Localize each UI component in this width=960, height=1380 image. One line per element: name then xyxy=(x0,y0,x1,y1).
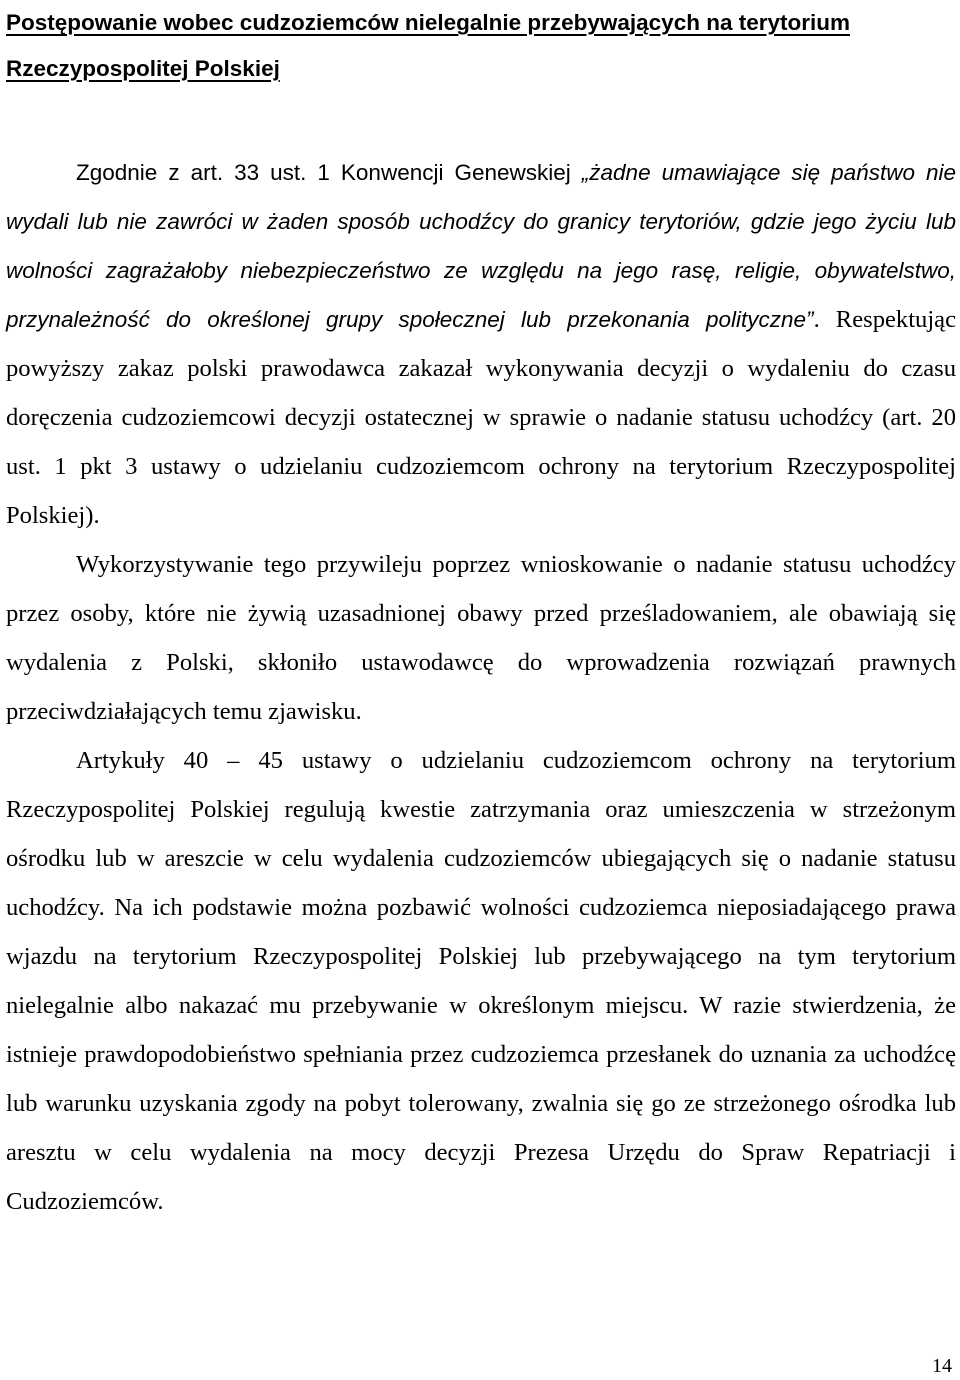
paragraph-continuation: . Respektując powyższy zakaz polski prawodawca zakazał wykonywania decyzji o wydaleniu do czasu doręczenia cudzoziemcowi decyzji ostatecznej w sprawie o nadanie statusu uchodźcy (art. 20 ust. 1 pkt 3 ustawy o udzielaniu cudzoziemcom ochrony na terytorium Rzeczypospolitej Polskiej). xyxy=(6,306,957,529)
paragraph-privilege-abuse: Wykorzystywanie tego przywileju poprzez wnioskowanie o nadanie statusu uchodźcy przez osoby, które nie żywią uzasadnionej obawy przed prześladowaniem, ale obawiają się wydalenia z Polski, skłoniło ustawodawcę do wprowadzenia rozwiązań prawnych przeciwdziałających temu zjawisku. xyxy=(6,551,956,725)
convention-quote: „żadne umawiające się państwo nie wydali lub nie zawróci w żaden sposób uchodźcy do granicy terytoriów, gdzie jego życiu lub wolności zagrażałoby niebezpieczeństwo ze względu na jego rasę, religie, obywatelstwo, przynależność do określonej grupy społecznej lub przekonania polityczne” xyxy=(6,160,956,332)
page-number: 14 xyxy=(932,1355,952,1377)
paragraph-intro: Zgodnie z art. 33 ust. 1 Konwencji Genewskiej xyxy=(76,160,582,185)
paragraph-detention-articles: Artykuły 40 – 45 ustawy o udzielaniu cudzoziemcom ochrony na terytorium Rzeczypospolitej Polskiej regulują kwestie zatrzymania oraz umieszczenia w strzeżonym ośrodku lub w areszcie w celu wydalenia cudzoziemców ubiegających się o nadanie statusu uchodźcy. Na ich podstawie można pozbawić wolności cudzoziemca nieposiadającego prawa wjazdu na terytorium Rzeczypospolitej Polskiej lub przebywającego na tym terytorium nielegalnie albo nakazać mu przebywanie w określonym miejscu. W razie stwierdzenia, że istnieje prawdopodobieństwo spełniania przez cudzoziemca przesłanek do uznania za uchodźcę lub warunku uzyskania zgody na pobyt tolerowany, zwalnia się go ze strzeżonego ośrodka lub aresztu w celu wydalenia na mocy decyzji Prezesa Urzędu do Spraw Repatriacji i Cudzoziemców. xyxy=(6,747,956,1215)
paragraph-geneva-convention xyxy=(6,148,956,540)
document-page xyxy=(6,0,956,1380)
section-heading: Postępowanie wobec cudzoziemców nielegalnie przebywających na terytorium Rzeczypospolitej Polskiej xyxy=(6,10,850,81)
